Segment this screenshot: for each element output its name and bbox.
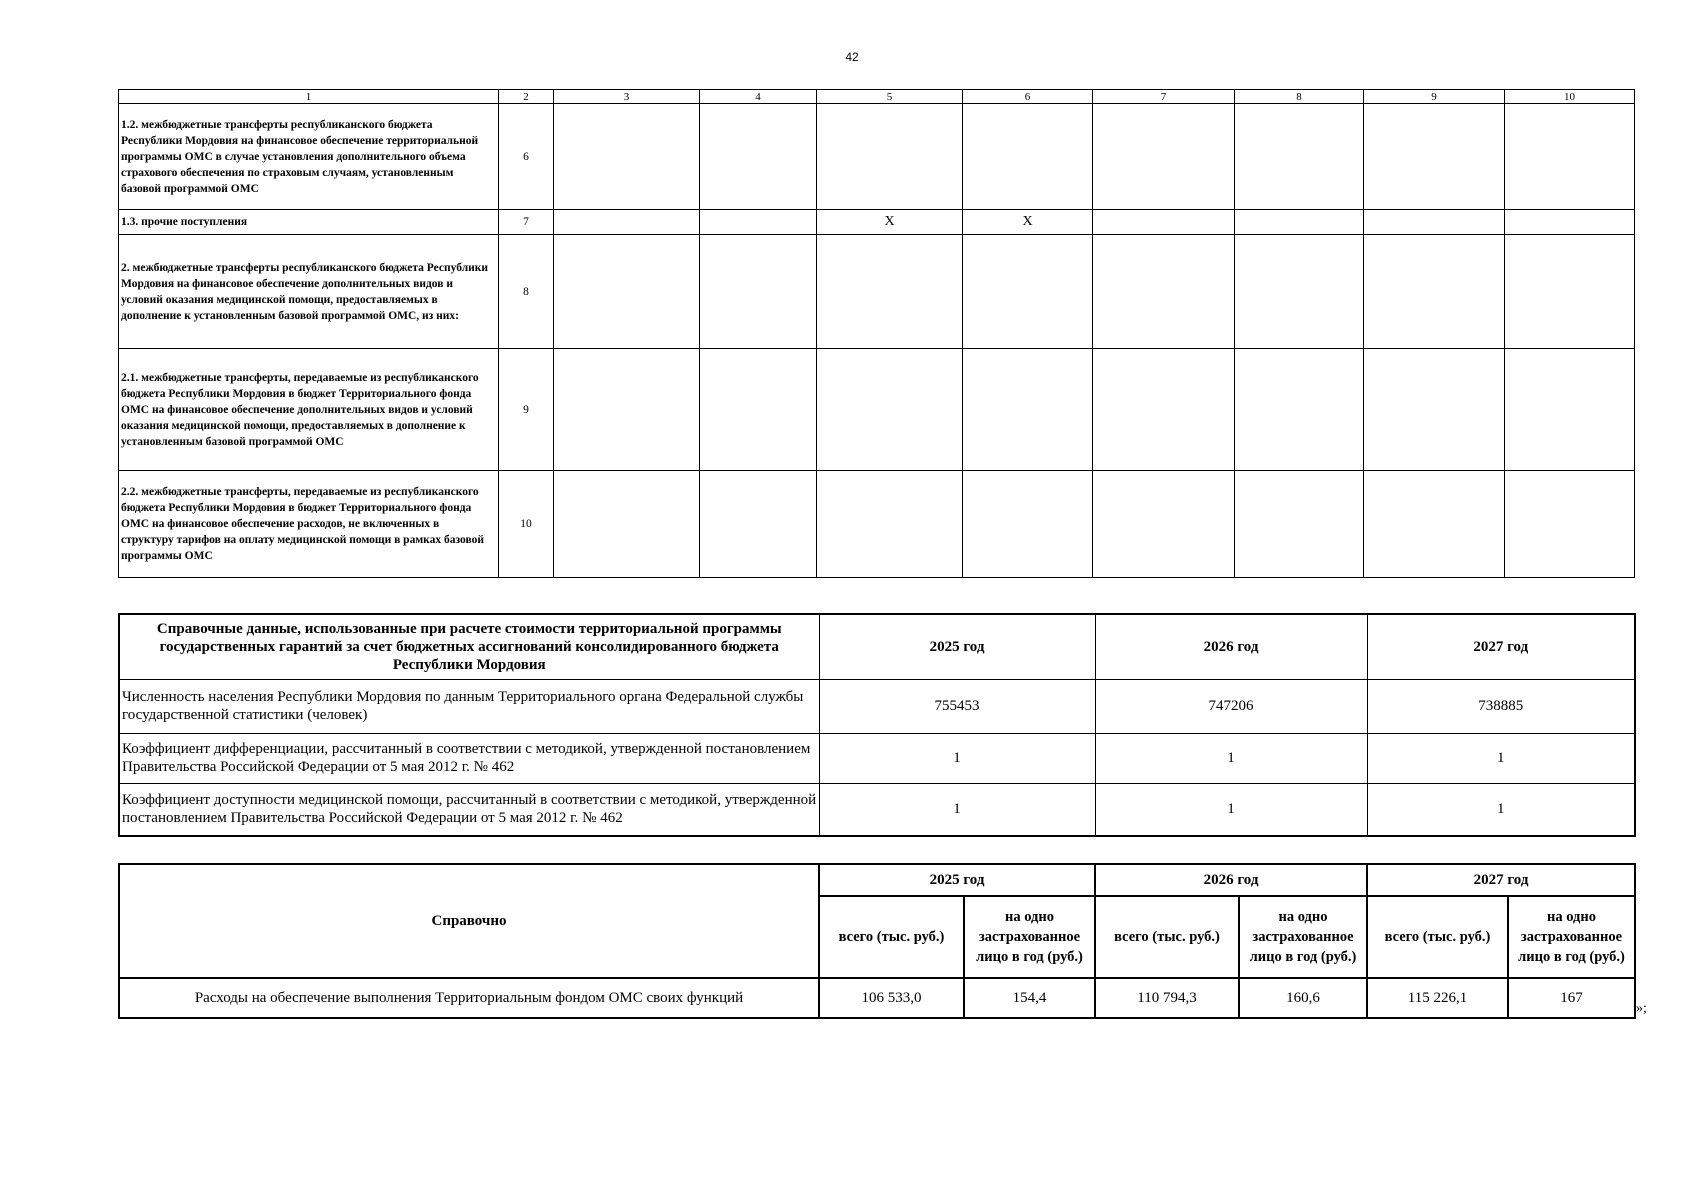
cell bbox=[1505, 104, 1635, 210]
row-label: 2.1. межбюджетные трансферты, передаваемые из республиканского бюджета Республики Мордовия в бюджет Территориального фонда ОМС на финансовое обеспечение дополнительных видов и условий оказания медицинской помощи, предоставляемых в дополнение к установленным базовой программой ОМС bbox=[119, 349, 499, 471]
cell bbox=[1235, 210, 1364, 235]
cell bbox=[554, 235, 700, 349]
per-person-subheader: на одно застрахованное лицо в год (руб.) bbox=[964, 896, 1095, 978]
column-number: 10 bbox=[1505, 90, 1635, 104]
year-header: 2026 год bbox=[1095, 614, 1367, 679]
cell: 1 bbox=[1095, 783, 1367, 836]
cell bbox=[817, 349, 963, 471]
table-row bbox=[119, 235, 1635, 349]
total-subheader: всего (тыс. руб.) bbox=[1095, 896, 1239, 978]
header-label: Справочно bbox=[119, 864, 819, 978]
row-label: Расходы на обеспечение выполнения Территориальным фондом ОМС своих функций bbox=[119, 978, 819, 1018]
table-header-row bbox=[119, 614, 1635, 679]
cell: 106 533,0 bbox=[819, 978, 964, 1018]
cell bbox=[1235, 104, 1364, 210]
cell bbox=[1093, 471, 1235, 578]
table-row bbox=[119, 104, 1635, 210]
year-header: 2025 год bbox=[819, 864, 1095, 896]
row-code: 8 bbox=[499, 235, 554, 349]
cell bbox=[700, 235, 817, 349]
cell: 115 226,1 bbox=[1367, 978, 1508, 1018]
cell bbox=[1364, 349, 1505, 471]
row-label: 1.2. межбюджетные трансферты республиканского бюджета Республики Мордовия на финансовое обеспечение территориальной программы ОМС в случае установления дополнительного объема страхового обеспечения по страховым случаям, установленным базовой программой ОМС bbox=[119, 104, 499, 210]
cell bbox=[700, 210, 817, 235]
expenses-reference-table bbox=[118, 863, 1636, 1019]
cell bbox=[1235, 471, 1364, 578]
cell bbox=[963, 471, 1093, 578]
row-label: 2. межбюджетные трансферты республиканского бюджета Республики Мордовия на финансовое обеспечение дополнительных видов и условий оказания медицинской помощи, предоставляемых в дополнение к установленным базовой программой ОМС, из них: bbox=[119, 235, 499, 349]
cell bbox=[1364, 235, 1505, 349]
cell: 755453 bbox=[819, 679, 1095, 733]
page-number: 42 bbox=[845, 50, 859, 64]
row-label: 2.2. межбюджетные трансферты, передаваемые из республиканского бюджета Республики Мордовия в бюджет Территориального фонда ОМС на финансовое обеспечение расходов, не включенных в структуру тарифов на оплату медицинской помощи в рамках базовой программы ОМС bbox=[119, 471, 499, 578]
total-subheader: всего (тыс. руб.) bbox=[1367, 896, 1508, 978]
column-number: 2 bbox=[499, 90, 554, 104]
table-row bbox=[119, 783, 1635, 836]
row-label: Коэффициент доступности медицинской помощи, рассчитанный в соответствии с методикой, утвержденной постановлением Правительства Российской Федерации от 5 мая 2012 г. № 462 bbox=[119, 783, 819, 836]
cell bbox=[1364, 104, 1505, 210]
cell bbox=[700, 349, 817, 471]
per-person-subheader: на одно застрахованное лицо в год (руб.) bbox=[1508, 896, 1635, 978]
cell: 160,6 bbox=[1239, 978, 1367, 1018]
column-number: 7 bbox=[1093, 90, 1235, 104]
year-header: 2027 год bbox=[1367, 864, 1635, 896]
row-code: 9 bbox=[499, 349, 554, 471]
table-row bbox=[119, 471, 1635, 578]
table-row bbox=[119, 679, 1635, 733]
table-row bbox=[119, 210, 1635, 235]
cell bbox=[554, 210, 700, 235]
row-code: 10 bbox=[499, 471, 554, 578]
cell: 167 bbox=[1508, 978, 1635, 1018]
cell bbox=[1505, 210, 1635, 235]
reference-data-table bbox=[118, 613, 1636, 837]
table-row bbox=[119, 733, 1635, 783]
table-row bbox=[119, 349, 1635, 471]
cell bbox=[1505, 235, 1635, 349]
per-person-subheader: на одно застрахованное лицо в год (руб.) bbox=[1239, 896, 1367, 978]
cell bbox=[554, 104, 700, 210]
cell bbox=[817, 104, 963, 210]
row-label: Численность населения Республики Мордовия по данным Территориального органа Федеральной службы государственной статистики (человек) bbox=[119, 679, 819, 733]
cell bbox=[554, 349, 700, 471]
cell bbox=[1235, 349, 1364, 471]
cell: 110 794,3 bbox=[1095, 978, 1239, 1018]
cell: 1 bbox=[1367, 783, 1635, 836]
cell bbox=[1505, 349, 1635, 471]
cell bbox=[817, 235, 963, 349]
budget-transfers-table bbox=[118, 89, 1635, 578]
row-code: 6 bbox=[499, 104, 554, 210]
cell bbox=[700, 471, 817, 578]
header-label: Справочные данные, использованные при расчете стоимости территориальной программы государственных гарантий за счет бюджетных ассигнований консолидированного бюджета Республики Мордовия bbox=[119, 614, 819, 679]
cell bbox=[1093, 104, 1235, 210]
year-header: 2025 год bbox=[819, 614, 1095, 679]
year-header: 2026 год bbox=[1095, 864, 1367, 896]
cell bbox=[817, 471, 963, 578]
cell bbox=[1364, 210, 1505, 235]
cell bbox=[1093, 235, 1235, 349]
column-number: 8 bbox=[1235, 90, 1364, 104]
column-number: 4 bbox=[700, 90, 817, 104]
column-number: 1 bbox=[119, 90, 499, 104]
cell bbox=[1364, 471, 1505, 578]
cell: 1 bbox=[1367, 733, 1635, 783]
row-label: Коэффициент дифференциации, рассчитанный в соответствии с методикой, утвержденной постановлением Правительства Российской Федерации от 5 мая 2012 г. № 462 bbox=[119, 733, 819, 783]
row-label: 1.3. прочие поступления bbox=[119, 210, 499, 235]
cell bbox=[1235, 235, 1364, 349]
cell: 1 bbox=[819, 783, 1095, 836]
cell: 154,4 bbox=[964, 978, 1095, 1018]
cell bbox=[963, 349, 1093, 471]
cell bbox=[963, 235, 1093, 349]
cell-x-mark: X bbox=[963, 210, 1093, 235]
table-header-row bbox=[119, 864, 1635, 896]
cell: 1 bbox=[819, 733, 1095, 783]
column-number-row bbox=[119, 90, 1635, 104]
table-row bbox=[119, 978, 1635, 1018]
cell-x-mark: X bbox=[817, 210, 963, 235]
cell bbox=[1093, 210, 1235, 235]
cell bbox=[1093, 349, 1235, 471]
cell: 1 bbox=[1095, 733, 1367, 783]
cell: 738885 bbox=[1367, 679, 1635, 733]
column-number: 6 bbox=[963, 90, 1093, 104]
year-header: 2027 год bbox=[1367, 614, 1635, 679]
closing-quote: »; bbox=[1636, 1001, 1647, 1016]
cell: 747206 bbox=[1095, 679, 1367, 733]
total-subheader: всего (тыс. руб.) bbox=[819, 896, 964, 978]
row-code: 7 bbox=[499, 210, 554, 235]
cell bbox=[554, 471, 700, 578]
column-number: 9 bbox=[1364, 90, 1505, 104]
cell bbox=[1505, 471, 1635, 578]
cell bbox=[700, 104, 817, 210]
cell bbox=[963, 104, 1093, 210]
column-number: 5 bbox=[817, 90, 963, 104]
column-number: 3 bbox=[554, 90, 700, 104]
